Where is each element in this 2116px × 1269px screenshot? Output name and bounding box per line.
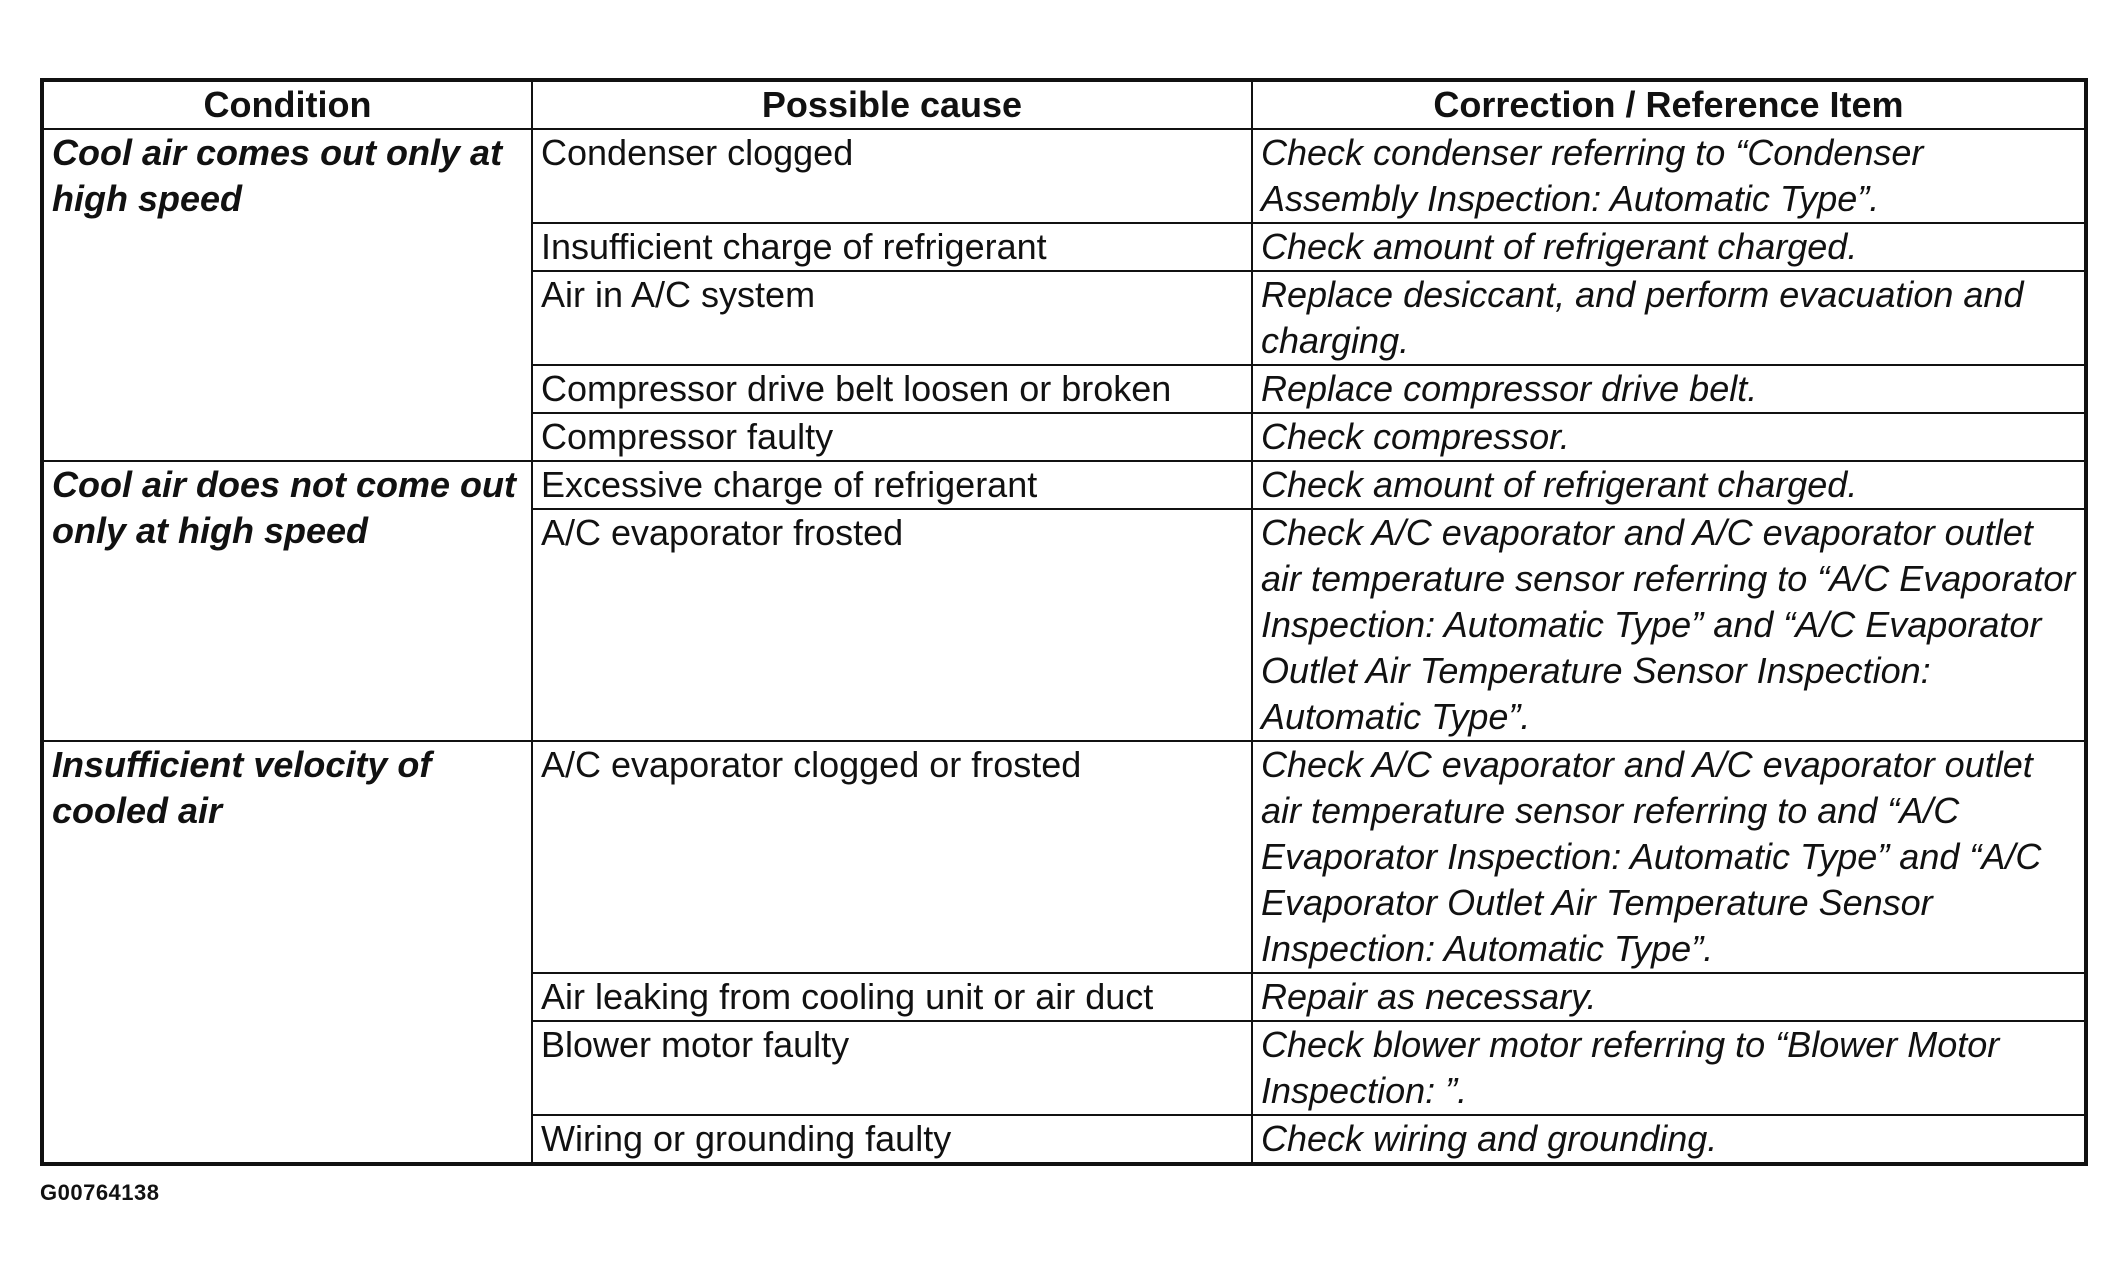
cause-cell: Compressor drive belt loosen or broken [532,365,1252,413]
correction-cell: Check wiring and grounding. [1252,1115,2086,1164]
cause-cell: Wiring or grounding faulty [532,1115,1252,1164]
cause-cell: Excessive charge of refrigerant [532,461,1252,509]
correction-cell: Check blower motor referring to “Blower Motor Inspection: ”. [1252,1021,2086,1115]
correction-cell: Check amount of refrigerant charged. [1252,461,2086,509]
correction-cell: Check condenser referring to “Condenser Assembly Inspection: Automatic Type”. [1252,129,2086,223]
table-row [42,741,2086,973]
figure-code: G00764138 [40,1180,160,1205]
header-correction-reference: Correction / Reference Item [1252,80,2086,129]
condition-cell: Cool air does not come out only at high speed [42,461,532,741]
correction-cell: Replace compressor drive belt. [1252,365,2086,413]
header-row [42,80,2086,129]
table-row [42,129,2086,223]
condition-cell: Insufficient velocity of cooled air [42,741,532,1164]
cause-cell: A/C evaporator frosted [532,509,1252,741]
cause-cell: Insufficient charge of refrigerant [532,223,1252,271]
correction-cell: Check A/C evaporator and A/C evaporator outlet air temperature sensor referring to and “A/C Evaporator Inspection: Automatic Type” and “A/C Evaporator Outlet Air Temperature Sensor Inspection: Automatic Type”. [1252,741,2086,973]
cause-cell: Air in A/C system [532,271,1252,365]
correction-cell: Repair as necessary. [1252,973,2086,1021]
table-row [42,461,2086,509]
cause-cell: A/C evaporator clogged or frosted [532,741,1252,973]
cause-cell: Air leaking from cooling unit or air duct [532,973,1252,1021]
cause-cell: Condenser clogged [532,129,1252,223]
cause-cell: Blower motor faulty [532,1021,1252,1115]
header-possible-cause: Possible cause [532,80,1252,129]
troubleshooting-table [40,78,2088,1166]
condition-cell: Cool air comes out only at high speed [42,129,532,461]
cause-cell: Compressor faulty [532,413,1252,461]
header-condition: Condition [42,80,532,129]
correction-cell: Check amount of refrigerant charged. [1252,223,2086,271]
correction-cell: Check compressor. [1252,413,2086,461]
correction-cell: Replace desiccant, and perform evacuation and charging. [1252,271,2086,365]
correction-cell: Check A/C evaporator and A/C evaporator outlet air temperature sensor referring to “A/C Evaporator Inspection: Automatic Type” and “A/C Evaporator Outlet Air Temperature Sensor Inspection: Automatic Type”. [1252,509,2086,741]
